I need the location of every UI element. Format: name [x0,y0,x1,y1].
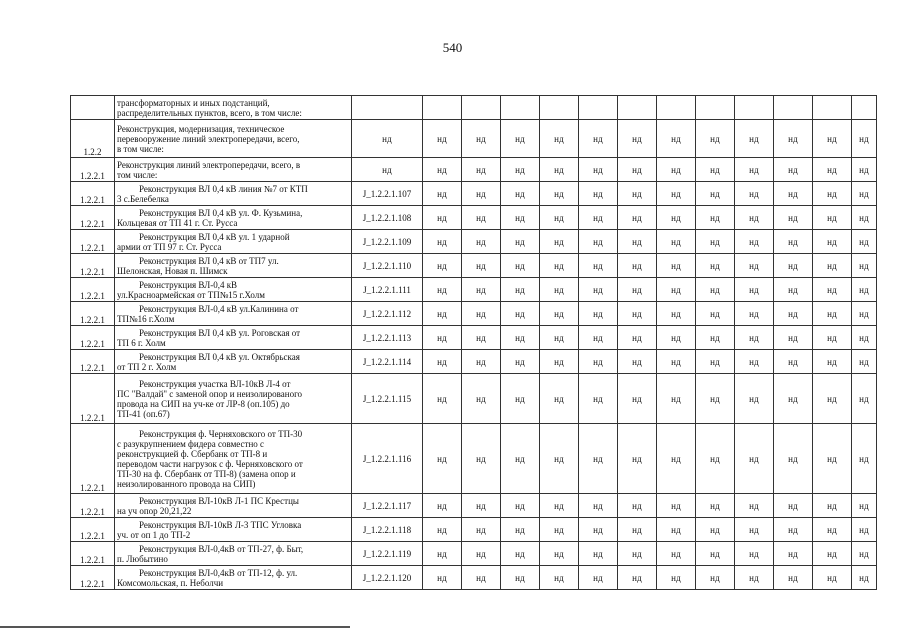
row-name-text: Реконструкция ВЛ 0,4 кВ ул. Октябрьская от ТП 2 г. Холм [117,351,300,372]
value-cell: нд [462,374,501,424]
value-cell: нд [852,182,877,206]
row-code: J_1.2.2.1.114 [352,350,423,374]
row-number: 1.2.2.1 [71,206,115,230]
value-cell: нд [423,182,462,206]
value-cell: нд [501,230,540,254]
table-row [71,158,877,182]
table-row [71,326,877,350]
value-cell: нд [540,254,579,278]
row-name [115,542,352,566]
value-cell: нд [462,518,501,542]
value-cell: нд [618,326,657,350]
row-number: 1.2.2.1 [71,278,115,302]
value-cell: нд [618,374,657,424]
value-cell: нд [579,254,618,278]
value-cell: нд [774,326,813,350]
value-cell [774,96,813,120]
value-cell: нд [501,278,540,302]
row-code: нд [352,158,423,182]
value-cell: нд [774,254,813,278]
table-row [71,120,877,158]
value-cell: нд [735,518,774,542]
value-cell: нд [735,350,774,374]
value-cell: нд [462,254,501,278]
row-code: J_1.2.2.1.110 [352,254,423,278]
row-name [115,206,352,230]
value-cell: нд [540,326,579,350]
value-cell: нд [735,542,774,566]
value-cell: нд [774,206,813,230]
value-cell: нд [501,374,540,424]
value-cell [696,96,735,120]
value-cell: нд [735,326,774,350]
value-cell: нд [579,566,618,590]
value-cell: нд [579,542,618,566]
row-number: 1.2.2 [71,120,115,158]
value-cell: нд [657,254,696,278]
row-code [352,96,423,120]
page-number: 540 [442,40,463,55]
value-cell [735,96,774,120]
row-number: 1.2.2.1 [71,254,115,278]
value-cell: нд [813,326,852,350]
row-name [115,326,352,350]
value-cell: нд [423,254,462,278]
value-cell: нд [657,120,696,158]
value-cell: нд [774,424,813,494]
value-cell: нд [696,566,735,590]
value-cell: нд [813,374,852,424]
value-cell: нд [579,158,618,182]
row-name [115,158,352,182]
value-cell [657,96,696,120]
value-cell: нд [735,182,774,206]
row-name [115,120,352,158]
value-cell: нд [579,206,618,230]
row-name [115,350,352,374]
value-cell: нд [579,120,618,158]
value-cell: нд [696,518,735,542]
value-cell: нд [852,494,877,518]
row-number: 1.2.2.1 [71,424,115,494]
value-cell: нд [618,230,657,254]
value-cell: нд [462,302,501,326]
row-name-text: трансформаторных и иных подстанций, распределительных пунктов, всего, в том числе: [117,97,302,118]
value-cell: нд [735,206,774,230]
row-name-text: Реконструкция, модернизация, техническое перевооружение линий электропередачи, всего, в том числе: [117,123,300,154]
value-cell: нд [657,278,696,302]
value-cell: нд [852,206,877,230]
row-name-text: Реконструкция ВЛ 0,4 кВ линия №7 от КТП 3 с.Белебелка [117,183,308,204]
value-cell: нд [774,182,813,206]
value-cell: нд [501,302,540,326]
value-cell [501,96,540,120]
value-cell: нд [735,230,774,254]
value-cell: нд [618,182,657,206]
value-cell: нд [657,302,696,326]
row-name-text: Реконструкция участка ВЛ-10кВ Л-4 от ПС "Валдай" с заменой опор и неизолированого провода на СИП на уч-ке от ЛР-8 (оп.105) до ТП-41 (оп.67) [117,378,303,419]
value-cell: нд [657,230,696,254]
row-name [115,230,352,254]
value-cell: нд [579,302,618,326]
value-cell: нд [579,374,618,424]
value-cell: нд [735,374,774,424]
value-cell: нд [657,566,696,590]
value-cell: нд [423,326,462,350]
value-cell: нд [774,518,813,542]
value-cell: нд [852,278,877,302]
value-cell: нд [540,230,579,254]
value-cell: нд [501,158,540,182]
value-cell: нд [852,120,877,158]
row-code: J_1.2.2.1.109 [352,230,423,254]
value-cell: нд [579,494,618,518]
value-cell: нд [462,158,501,182]
value-cell: нд [813,120,852,158]
value-cell: нд [540,278,579,302]
value-cell: нд [579,350,618,374]
value-cell: нд [501,350,540,374]
value-cell: нд [852,350,877,374]
value-cell: нд [813,158,852,182]
value-cell: нд [462,542,501,566]
value-cell: нд [813,518,852,542]
value-cell: нд [852,302,877,326]
table-row [71,302,877,326]
value-cell: нд [774,374,813,424]
value-cell: нд [579,518,618,542]
value-cell: нд [696,120,735,158]
value-cell: нд [540,424,579,494]
row-number: 1.2.2.1 [71,230,115,254]
value-cell: нд [657,424,696,494]
value-cell: нд [540,566,579,590]
value-cell: нд [501,424,540,494]
value-cell: нд [852,230,877,254]
row-code: J_1.2.2.1.115 [352,374,423,424]
value-cell: нд [657,158,696,182]
row-name-text: Реконструкция ВЛ-10кВ Л-1 ПС Крестцы на уч опор 20,21,22 [117,495,299,516]
value-cell: нд [618,494,657,518]
value-cell: нд [540,374,579,424]
value-cell: нд [462,326,501,350]
table-row [71,350,877,374]
row-code: J_1.2.2.1.108 [352,206,423,230]
row-name-text: Реконструкция ВЛ 0,4 кВ от ТП7 ул. Шелонская, Новая п. Шимск [117,255,279,276]
row-name-text: Реконструкция линий электропередачи, всего, в том числе: [117,159,301,180]
value-cell: нд [462,278,501,302]
value-cell: нд [462,494,501,518]
value-cell [423,96,462,120]
table-row [71,518,877,542]
value-cell: нд [852,566,877,590]
value-cell: нд [462,566,501,590]
value-cell: нд [423,566,462,590]
value-cell: нд [813,278,852,302]
value-cell: нд [735,278,774,302]
value-cell: нд [696,254,735,278]
value-cell: нд [852,326,877,350]
table-row [71,424,877,494]
value-cell: нд [423,374,462,424]
value-cell: нд [423,158,462,182]
value-cell: нд [618,518,657,542]
value-cell: нд [813,566,852,590]
value-cell [813,96,852,120]
value-cell: нд [657,326,696,350]
row-number: 1.2.2.1 [71,158,115,182]
row-name [115,96,352,120]
value-cell: нд [423,424,462,494]
table-row [71,182,877,206]
row-name [115,424,352,494]
value-cell: нд [423,206,462,230]
value-cell: нд [774,230,813,254]
value-cell [579,96,618,120]
value-cell: нд [462,424,501,494]
value-cell: нд [579,182,618,206]
row-number: 1.2.2.1 [71,374,115,424]
value-cell: нд [501,494,540,518]
value-cell: нд [501,120,540,158]
value-cell: нд [774,542,813,566]
value-cell: нд [735,254,774,278]
value-cell: нд [579,424,618,494]
row-number: 1.2.2.1 [71,518,115,542]
row-number: 1.2.2.1 [71,182,115,206]
value-cell: нд [813,542,852,566]
value-cell: нд [501,254,540,278]
value-cell: нд [501,566,540,590]
value-cell [618,96,657,120]
row-name [115,518,352,542]
value-cell: нд [618,206,657,230]
value-cell: нд [774,302,813,326]
value-cell: нд [852,254,877,278]
value-cell: нд [423,494,462,518]
value-cell: нд [423,120,462,158]
value-cell: нд [852,518,877,542]
value-cell: нд [774,566,813,590]
row-name [115,374,352,424]
row-code: J_1.2.2.1.112 [352,302,423,326]
value-cell: нд [618,302,657,326]
value-cell: нд [696,158,735,182]
row-name [115,302,352,326]
value-cell: нд [735,566,774,590]
value-cell: нд [618,120,657,158]
value-cell: нд [774,278,813,302]
value-cell: нд [696,302,735,326]
row-code: J_1.2.2.1.119 [352,542,423,566]
value-cell: нд [618,254,657,278]
value-cell: нд [462,206,501,230]
value-cell: нд [696,374,735,424]
table-row [71,278,877,302]
row-name [115,278,352,302]
value-cell: нд [735,120,774,158]
row-name-text: Реконструкция ВЛ 0,4 кВ ул. 1 ударной армии от ТП 97 г. Ст. Русса [117,231,290,252]
row-number: 1.2.2.1 [71,566,115,590]
table-row [71,566,877,590]
value-cell [540,96,579,120]
row-code: J_1.2.2.1.116 [352,424,423,494]
bottom-rule [0,626,350,628]
row-code: J_1.2.2.1.118 [352,518,423,542]
value-cell: нд [657,494,696,518]
value-cell: нд [579,230,618,254]
value-cell: нд [618,158,657,182]
row-number: 1.2.2.1 [71,494,115,518]
value-cell: нд [501,182,540,206]
table-row [71,230,877,254]
value-cell: нд [813,254,852,278]
row-name [115,254,352,278]
row-number: 1.2.2.1 [71,326,115,350]
table-row [71,374,877,424]
value-cell [852,96,877,120]
value-cell [462,96,501,120]
value-cell: нд [618,542,657,566]
value-cell: нд [618,566,657,590]
value-cell: нд [813,350,852,374]
table-row [71,254,877,278]
value-cell: нд [540,542,579,566]
value-cell: нд [813,182,852,206]
value-cell: нд [540,182,579,206]
value-cell: нд [696,350,735,374]
row-name [115,494,352,518]
value-cell: нд [852,424,877,494]
value-cell: нд [813,206,852,230]
table-body [71,96,877,590]
value-cell: нд [501,542,540,566]
value-cell: нд [696,326,735,350]
value-cell: нд [813,302,852,326]
row-name-text: Реконструкция ВЛ-10кВ Л-3 ТПС Угловка уч. от оп 1 до ТП-2 [117,519,302,540]
value-cell: нд [423,230,462,254]
value-cell: нд [579,278,618,302]
value-cell: нд [852,374,877,424]
value-cell: нд [423,302,462,326]
value-cell: нд [813,494,852,518]
value-cell: нд [540,206,579,230]
row-name-text: Реконструкция ВЛ-0,4 кВ ул.Калинина от ТП№16 г.Холм [117,303,299,324]
value-cell: нд [696,424,735,494]
value-cell: нд [696,494,735,518]
value-cell: нд [501,326,540,350]
value-cell: нд [696,278,735,302]
row-code: J_1.2.2.1.117 [352,494,423,518]
row-name-text: Реконструкция ВЛ-0,4кВ от ТП-12, ф. ул. Комсомольская, п. Неболчи [117,567,298,588]
value-cell: нд [540,120,579,158]
value-cell: нд [696,206,735,230]
value-cell: нд [657,374,696,424]
row-name-text: Реконструкция ВЛ-0,4 кВ ул.Красноармейская от ТП№15 г.Холм [117,279,265,300]
table-row [71,96,877,120]
value-cell: нд [657,542,696,566]
value-cell: нд [735,302,774,326]
value-cell: нд [540,518,579,542]
value-cell: нд [852,158,877,182]
value-cell: нд [813,424,852,494]
value-cell: нд [540,302,579,326]
table-row [71,494,877,518]
row-code: нд [352,120,423,158]
value-cell: нд [618,424,657,494]
value-cell: нд [462,120,501,158]
investment-table [70,95,877,590]
value-cell: нд [423,278,462,302]
value-cell: нд [774,120,813,158]
value-cell: нд [501,518,540,542]
value-cell: нд [462,350,501,374]
row-name [115,566,352,590]
row-code: J_1.2.2.1.113 [352,326,423,350]
value-cell: нд [462,182,501,206]
value-cell: нд [774,494,813,518]
row-code: J_1.2.2.1.111 [352,278,423,302]
table-row [71,206,877,230]
value-cell: нд [657,206,696,230]
row-number: 1.2.2.1 [71,350,115,374]
value-cell: нд [696,182,735,206]
row-name-text: Реконструкция ф. Черняховского от ТП-30 с разукрупнением фидера совместно с реконструкцией ф. Сбербанк от ТП-8 и переводом части нагрузок с ф. Черняховского от ТП-30 на ф. Сбербанк от ТП-8) (замена опор и неизолированного провода на СИП) [117,428,303,489]
value-cell: нд [618,350,657,374]
value-cell: нд [657,350,696,374]
value-cell: нд [774,158,813,182]
value-cell: нд [852,542,877,566]
value-cell: нд [423,518,462,542]
row-code: J_1.2.2.1.120 [352,566,423,590]
value-cell: нд [618,278,657,302]
value-cell: нд [813,230,852,254]
row-name-text: Реконструкция ВЛ-0,4кВ от ТП-27, ф. Быт, п. Любытино [117,543,304,564]
row-number: 1.2.2.1 [71,302,115,326]
row-code: J_1.2.2.1.107 [352,182,423,206]
value-cell: нд [696,542,735,566]
value-cell: нд [423,542,462,566]
row-name-text: Реконструкция ВЛ 0,4 кВ ул. Роговская от ТП 6 г. Холм [117,327,301,348]
table-row [71,542,877,566]
value-cell: нд [657,518,696,542]
value-cell: нд [540,494,579,518]
value-cell: нд [540,158,579,182]
value-cell: нд [579,326,618,350]
value-cell: нд [774,350,813,374]
value-cell: нд [540,350,579,374]
row-name-text: Реконструкция ВЛ 0,4 кВ ул. Ф. Кузьмина, Кольцевая от ТП 41 г. Ст. Русса [117,207,303,228]
value-cell: нд [735,158,774,182]
value-cell: нд [657,182,696,206]
value-cell: нд [423,350,462,374]
row-number: 1.2.2.1 [71,542,115,566]
value-cell: нд [501,206,540,230]
value-cell: нд [696,230,735,254]
row-number [71,96,115,120]
row-name [115,182,352,206]
value-cell: нд [462,230,501,254]
value-cell: нд [735,494,774,518]
value-cell: нд [735,424,774,494]
